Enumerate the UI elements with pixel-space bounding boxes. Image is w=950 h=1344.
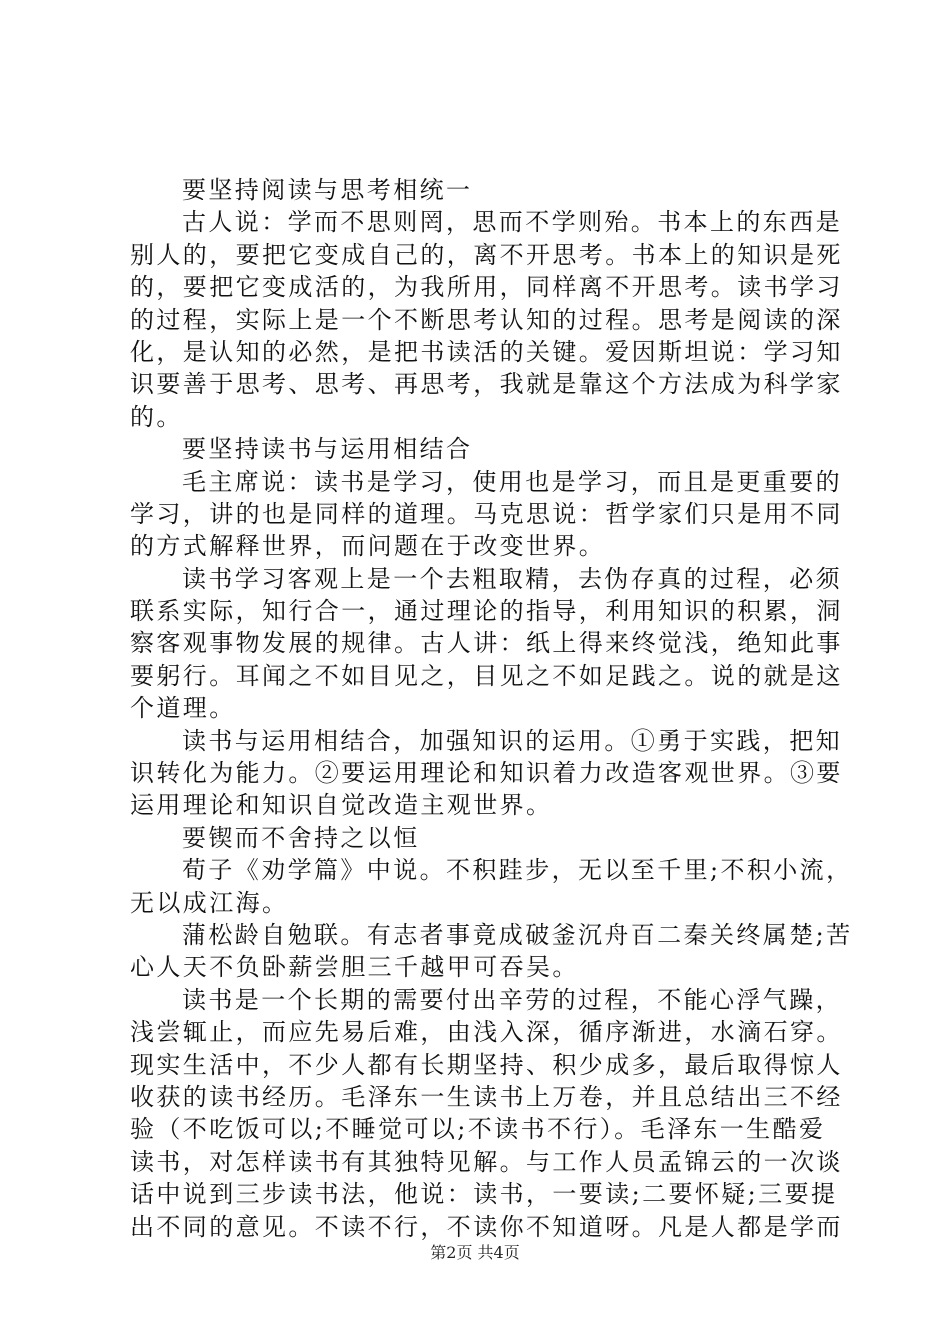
paragraph-line: 的方式解释世界，而问题在于改变世界。 xyxy=(130,532,606,561)
paragraph-line: 收获的读书经历。毛泽东一生读书上万卷，并且总结出三不经 xyxy=(130,1082,843,1111)
paragraph-line: 识转化为能力。②要运用理论和知识着力改造客观世界。③要 xyxy=(130,759,843,788)
document-body xyxy=(130,174,853,1243)
paragraph-line: 的过程，实际上是一个不断思考认知的过程。思考是阅读的深 xyxy=(130,305,843,334)
paragraph-line: 要躬行。耳闻之不如目见之，目见之不如足践之。说的就是这 xyxy=(130,661,843,690)
paragraph-line: 验（不吃饭可以;不睡觉可以;不读书不行）。毛泽东一生酷爱 xyxy=(130,1115,826,1144)
paragraph-line: 出不同的意见。不读不行，不读你不知道呀。凡是人都是学而 xyxy=(130,1212,843,1241)
paragraph-line: 古人说：学而不思则罔，思而不学则殆。书本上的东西是 xyxy=(182,208,842,237)
paragraph-line: 读书学习客观上是一个去粗取精，去伪存真的过程，必须 xyxy=(182,564,842,593)
paragraph-line: 识要善于思考、思考、再思考，我就是靠这个方法成为科学家 xyxy=(130,370,843,399)
paragraph-line: 无以成江海。 xyxy=(130,888,289,917)
paragraph-line: 毛主席说：读书是学习，使用也是学习，而且是更重要的 xyxy=(182,467,842,496)
paragraph-line: 读书是一个长期的需要付出辛劳的过程，不能心浮气躁， xyxy=(182,985,842,1014)
paragraph-line: 浅尝辄止，而应先易后难，由浅入深，循序渐进，水滴石穿。 xyxy=(130,1018,843,1047)
paragraph-line: 个道理。 xyxy=(130,694,236,723)
paragraph-line: 蒲松龄自勉联。有志者事竟成破釜沉舟百二秦关终属楚;苦 xyxy=(182,920,853,949)
paragraph-line: 化，是认知的必然，是把书读活的关键。爱因斯坦说：学习知 xyxy=(130,337,843,366)
paragraph-line: 察客观事物发展的规律。古人讲：纸上得来终觉浅，绝知此事 xyxy=(130,629,843,658)
paragraph-line: 读书与运用相结合，加强知识的运用。①勇于实践，把知 xyxy=(182,726,842,755)
paragraph-line: 的。 xyxy=(130,402,183,431)
section-heading: 要坚持阅读与思考相统一 xyxy=(182,176,473,204)
section-heading: 要坚持读书与运用相结合 xyxy=(182,435,473,464)
paragraph-line: 运用理论和知识自觉改造主观世界。 xyxy=(130,791,553,820)
paragraph-line: 别人的，要把它变成自己的，离不开思考。书本上的知识是死 xyxy=(130,240,843,269)
paragraph-line: 联系实际，知行合一，通过理论的指导，利用知识的积累，洞 xyxy=(130,597,843,626)
paragraph-line: 的，要把它变成活的，为我所用，同样离不开思考。读书学习 xyxy=(130,273,843,302)
paragraph-line: 荀子《劝学篇》中说。不积跬步，无以至千里;不积小流， xyxy=(182,856,853,885)
paragraph-line: 话中说到三步读书法，他说：读书，一要读;二要怀疑;三要提 xyxy=(130,1180,838,1209)
paragraph-line: 学习，讲的也是同样的道理。马克思说：哲学家们只是用不同 xyxy=(130,499,843,528)
page-number: 第2页 共4页 xyxy=(430,1243,520,1262)
section-heading: 要锲而不舍持之以恒 xyxy=(182,823,420,852)
page-footer xyxy=(0,1243,950,1263)
paragraph-line: 心人天不负卧薪尝胆三千越甲可吞吴。 xyxy=(130,953,579,982)
paragraph-line: 读书，对怎样读书有其独特见解。与工作人员孟锦云的一次谈 xyxy=(130,1147,843,1176)
paragraph-line: 现实生活中，不少人都有长期坚持、积少成多，最后取得惊人 xyxy=(130,1050,843,1079)
